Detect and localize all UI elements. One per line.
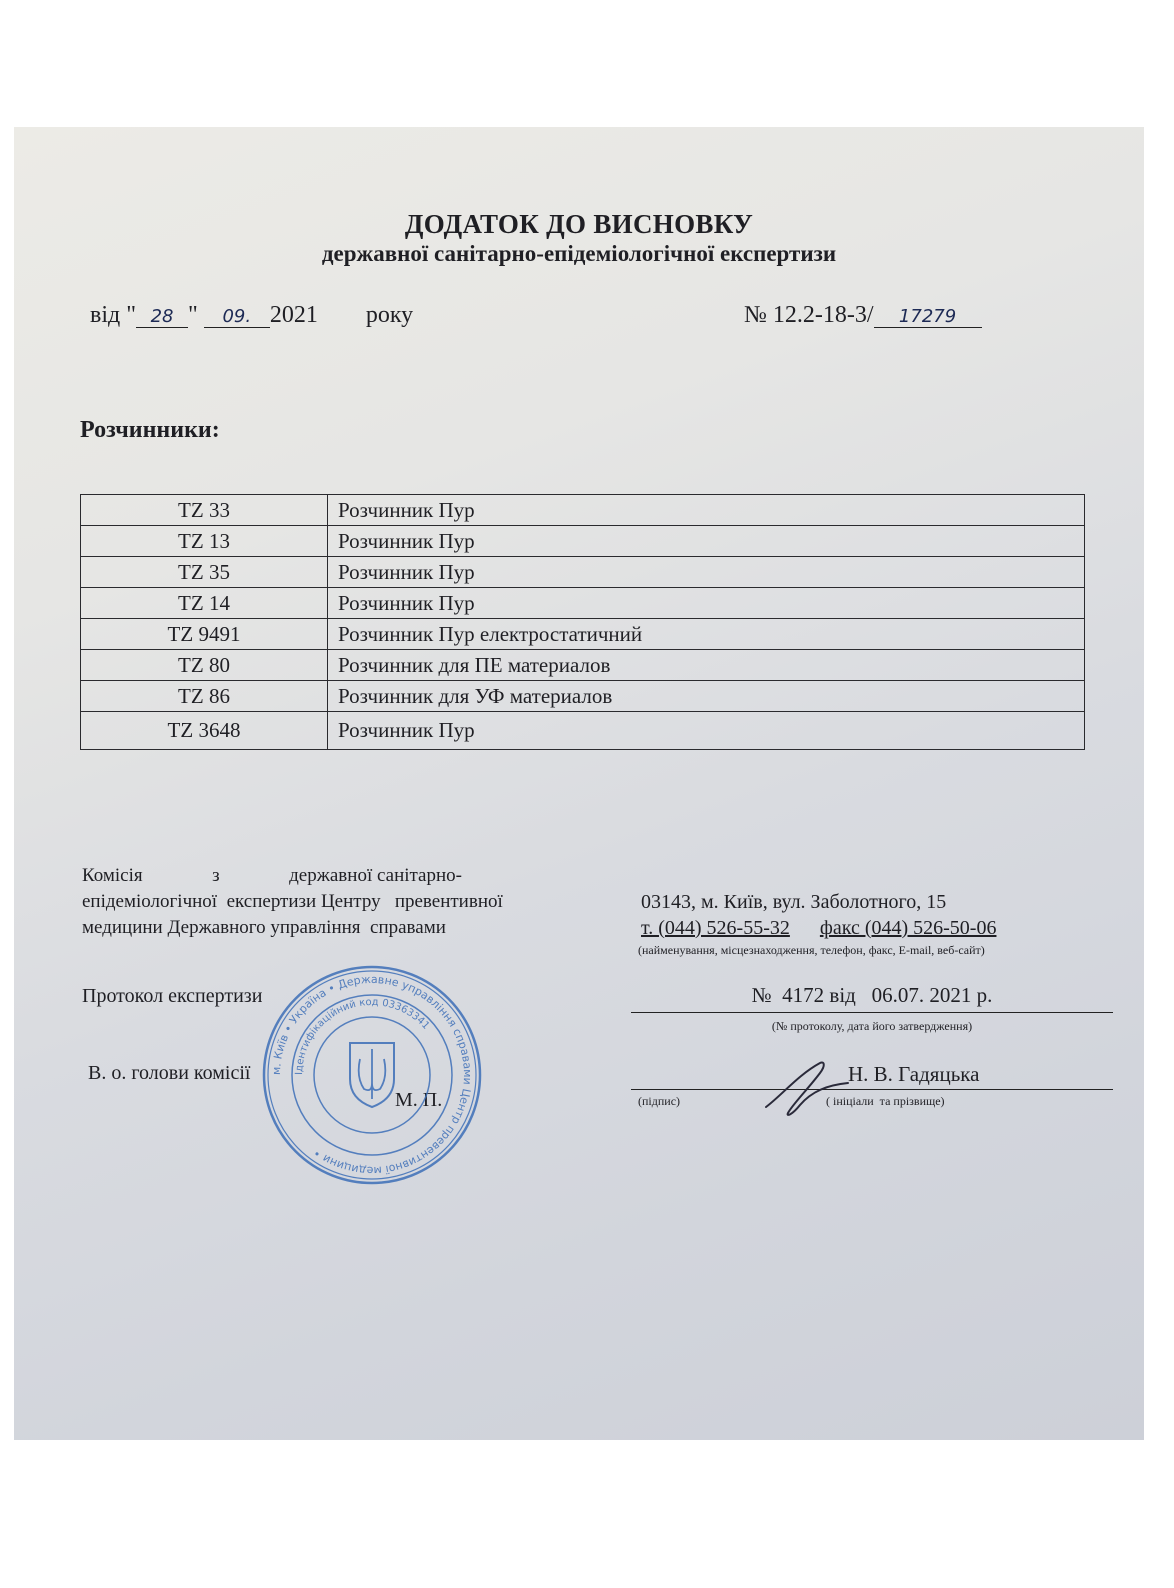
date-suffix: року [365, 302, 414, 328]
address-block [641, 889, 996, 941]
name-caption: ( ініціали та прізвище) [826, 1094, 945, 1108]
table-row [81, 557, 1085, 588]
item-name: Розчинник Пур [328, 526, 1085, 557]
date-day: 28 [136, 306, 188, 328]
item-code: TZ 33 [81, 495, 328, 526]
table-row [81, 526, 1085, 557]
item-code: TZ 14 [81, 588, 328, 619]
item-name: Розчинник Пур електростатичний [328, 619, 1085, 650]
commission-line-3: медицини Державного управління справами [82, 917, 446, 938]
address-caption: (найменування, місцезнаходження, телефон, факс, E-mail, веб-сайт) [638, 943, 985, 957]
document-number-handwritten: 17279 [874, 306, 982, 328]
item-code: TZ 3648 [81, 712, 328, 750]
document-title: ДОДАТОК ДО ВИСНОВКУ [404, 209, 754, 239]
item-code: TZ 13 [81, 526, 328, 557]
phone-number: т. (044) 526-55-32 [641, 917, 790, 939]
signature-line [631, 1089, 1113, 1090]
commission-name [82, 863, 622, 941]
document-subtitle: державної санітарно-епідеміологічної експертизи [321, 241, 837, 266]
item-code: TZ 9491 [81, 619, 328, 650]
table-row [81, 588, 1085, 619]
official-stamp-icon [260, 963, 484, 1187]
date-line [90, 302, 413, 329]
commission-word-1: Комісія [82, 865, 143, 886]
signatory-name: Н. В. Гадяцька [848, 1062, 980, 1086]
solvents-table [80, 494, 1085, 750]
protocol-label: Протокол експертизи [82, 985, 263, 1007]
document-number-prefix: № 12.2-18-3/ [744, 302, 874, 328]
table-row [81, 619, 1085, 650]
item-code: TZ 35 [81, 557, 328, 588]
table-row [81, 650, 1085, 681]
document-sheet [14, 127, 1144, 1440]
commission-line-2: епідеміологічної експертизи Центру превентивної [82, 891, 503, 912]
handwritten-signature-icon [762, 1055, 852, 1119]
stamp-inner-text: Ідентифікаційний код 03363341 [293, 996, 432, 1076]
commission-word-3: державної санітарно- [289, 865, 462, 886]
table-row [81, 712, 1085, 750]
item-name: Розчинник Пур [328, 495, 1085, 526]
item-name: Розчинник Пур [328, 712, 1085, 750]
item-code: TZ 80 [81, 650, 328, 681]
table-row [81, 681, 1085, 712]
item-code: TZ 86 [81, 681, 328, 712]
item-name: Розчинник для УФ материалов [328, 681, 1085, 712]
document-number [744, 302, 982, 329]
fax-number: факс (044) 526-50-06 [819, 917, 997, 939]
head-label: В. о. голови комісії [88, 1062, 251, 1084]
date-prefix: від " [90, 302, 137, 328]
protocol-value: № 4172 від 06.07. 2021 р. [631, 983, 1113, 1013]
commission-word-2: з [212, 865, 220, 886]
date-year: 2021 [269, 302, 318, 328]
item-name: Розчинник Пур [328, 588, 1085, 619]
item-name: Розчинник для ПЕ материалов [328, 650, 1085, 681]
protocol-caption: (№ протоколу, дата його затвердження) [771, 1019, 973, 1033]
stamp-outer-text: м. Київ • Україна • Державне управління справами Центр превентивної медицини • [269, 972, 475, 1178]
section-title: Розчинники: [80, 417, 220, 443]
table-row [81, 495, 1085, 526]
contact-line [641, 915, 996, 941]
signature-caption: (підпис) [638, 1094, 681, 1108]
address-line: 03143, м. Київ, вул. Заболотного, 15 [641, 891, 947, 913]
seal-place-label: М. П. [395, 1089, 443, 1111]
date-quote: " [188, 302, 198, 328]
date-month: 09. [204, 306, 270, 328]
item-name: Розчинник Пур [328, 557, 1085, 588]
